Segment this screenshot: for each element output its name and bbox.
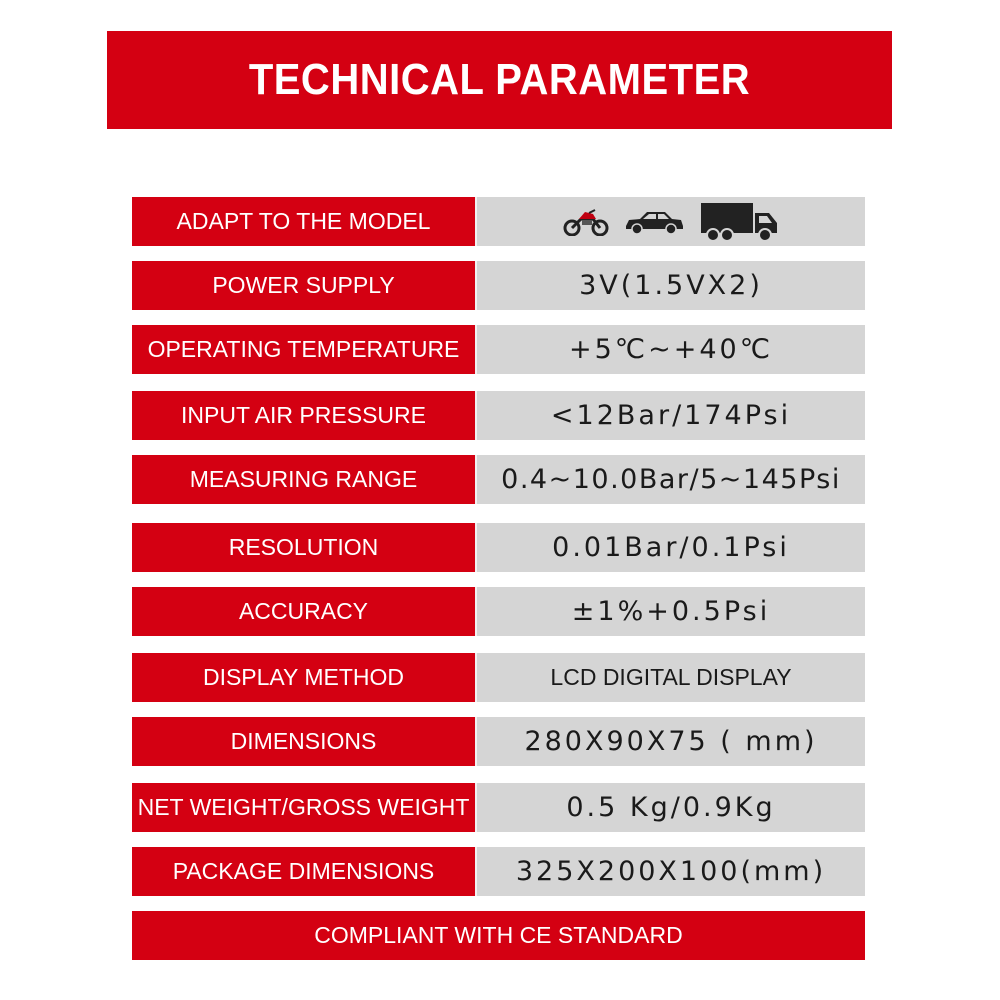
page-title: TECHNICAL PARAMETER [248, 55, 751, 104]
spec-row-power-supply [132, 261, 865, 310]
spec-value: 0.01Bar/0.1Psi [477, 523, 865, 572]
spec-label: NET WEIGHT/GROSS WEIGHT [132, 783, 477, 832]
spec-label: ADAPT TO THE MODEL [132, 197, 477, 246]
spec-value: LCD DIGITAL DISPLAY [477, 653, 865, 702]
spec-label: OPERATING TEMPERATURE [132, 325, 477, 374]
spec-value: +5℃~+40℃ [477, 325, 865, 374]
compliance-banner [132, 911, 865, 960]
vehicle-icons [477, 197, 865, 246]
spec-row-operating-temperature [132, 325, 865, 374]
spec-row-model [132, 197, 865, 246]
spec-label: RESOLUTION [132, 523, 477, 572]
spec-row-resolution [132, 523, 865, 572]
spec-value: 280X90X75 ( mm) [477, 717, 865, 766]
spec-value: 0.5 Kg/0.9Kg [477, 783, 865, 832]
spec-row-dimensions [132, 717, 865, 766]
spec-row-input-air-pressure [132, 391, 865, 440]
spec-value: 3V(1.5VX2) [477, 261, 865, 310]
motorcycle-icon [563, 208, 609, 236]
spec-label: PACKAGE DIMENSIONS [132, 847, 477, 896]
spec-row-measuring-range [132, 455, 865, 504]
spec-row-accuracy [132, 587, 865, 636]
spec-row-package-dimensions [132, 847, 865, 896]
spec-label: DISPLAY METHOD [132, 653, 477, 702]
spec-row-display-method [132, 653, 865, 702]
spec-value: ±1%+0.5Psi [477, 587, 865, 636]
compliance-text: COMPLIANT WITH CE STANDARD [314, 922, 683, 948]
spec-label: ACCURACY [132, 587, 477, 636]
car-icon [623, 209, 685, 235]
title-banner [107, 31, 892, 129]
spec-value: 325X200X100(mm) [477, 847, 865, 896]
spec-label: POWER SUPPLY [132, 261, 477, 310]
spec-label: INPUT AIR PRESSURE [132, 391, 477, 440]
truck-icon [699, 201, 779, 243]
spec-row-weight [132, 783, 865, 832]
spec-label: MEASURING RANGE [132, 455, 477, 504]
spec-value: 0.4~10.0Bar/5~145Psi [477, 455, 865, 504]
spec-label: DIMENSIONS [132, 717, 477, 766]
spec-value: <12Bar/174Psi [477, 391, 865, 440]
